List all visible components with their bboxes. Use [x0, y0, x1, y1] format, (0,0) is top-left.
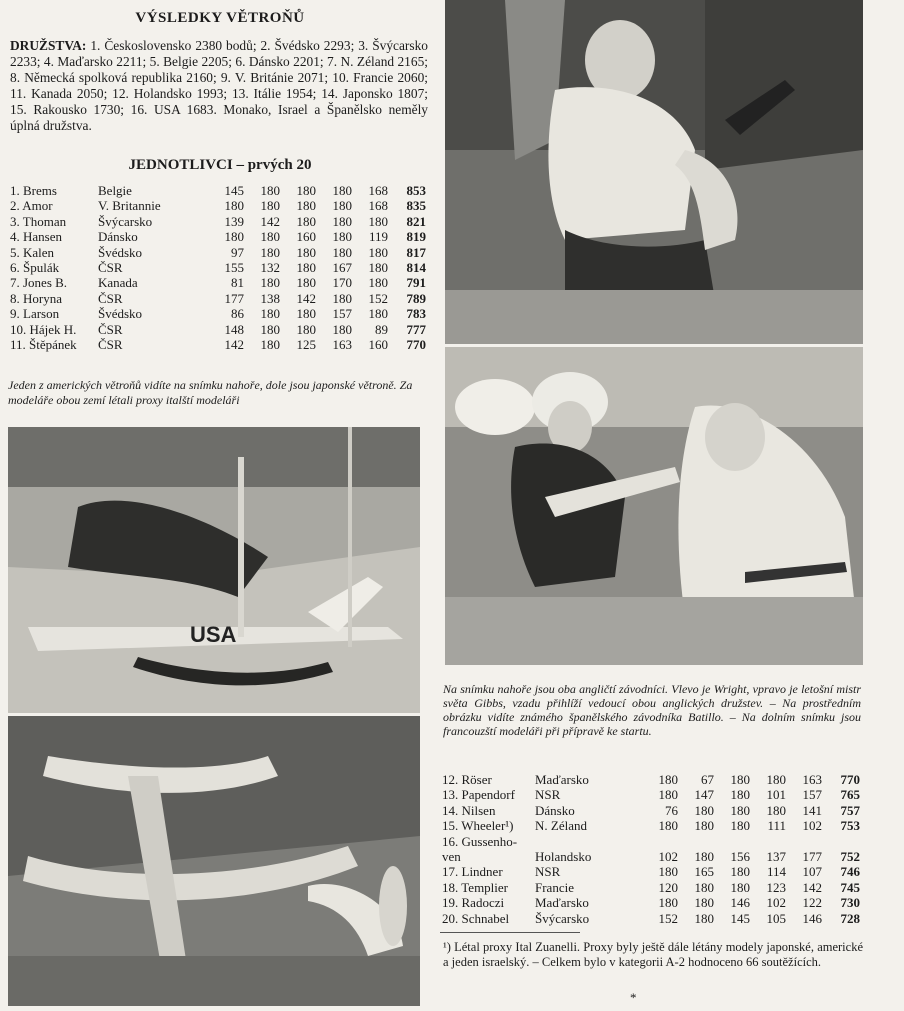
flight-5: 107 [802, 864, 822, 880]
total-score: 791 [406, 275, 426, 291]
flight-4: 157 [332, 306, 352, 322]
flight-5: 180 [368, 306, 388, 322]
total-score: 819 [406, 229, 426, 245]
photo-caption-left: Jeden z amerických větroňů vidíte na snímku nahoře, dole jsou japonské větroně. Za modeláře obou zemí létali proxy italští modeláři [8, 378, 413, 407]
result-row [10, 260, 426, 275]
flight-1: 180 [224, 229, 244, 245]
flight-2 [678, 834, 714, 849]
total-score: 753 [840, 818, 860, 834]
result-row [442, 803, 860, 818]
flight-3: 180 [730, 787, 750, 803]
flight-1: 180 [658, 818, 678, 834]
competitor-country: NSR [535, 864, 561, 880]
competitor-name: 12. Röser [442, 772, 492, 787]
flight-4: 167 [332, 260, 352, 276]
photo-english-competitors-drawing [445, 0, 863, 344]
flight-1: 139 [224, 213, 244, 229]
competitor-name: 14. Nilsen [442, 802, 496, 818]
flight-2: 165 [694, 864, 714, 880]
competitor-country: Kanada [98, 275, 138, 291]
flight-2: 180 [260, 275, 280, 291]
total-score: 745 [840, 879, 860, 895]
total-score: 746 [840, 864, 860, 880]
flight-5: 142 [802, 879, 822, 895]
flight-3: 180 [296, 198, 316, 214]
flight-1: 148 [224, 321, 244, 337]
photo-usa-lettering: USA [190, 622, 237, 647]
result-row [10, 198, 426, 213]
flight-4: 180 [332, 321, 352, 337]
flight-5: 152 [368, 290, 388, 306]
results-table-bottom [442, 772, 860, 926]
total-score [822, 834, 860, 849]
competitor-name: 1. Brems [10, 183, 57, 198]
result-row [10, 275, 426, 290]
photo-japanese-gliders [8, 716, 420, 1006]
result-row [10, 183, 426, 198]
competitor-name: 11. Štěpánek [10, 337, 77, 353]
flight-2: 180 [694, 802, 714, 818]
flight-5: 180 [368, 213, 388, 229]
flight-3 [714, 834, 750, 849]
competitor-name: 8. Horyna [10, 290, 62, 306]
team-results-label: DRUŽSTVA: [10, 38, 87, 53]
flight-1: 76 [665, 802, 678, 818]
flight-2: 147 [694, 787, 714, 803]
competitor-country: N. Zéland [535, 818, 587, 834]
flight-2: 180 [260, 244, 280, 260]
flight-2: 138 [260, 290, 280, 306]
flight-5: 89 [375, 321, 388, 337]
flight-2: 180 [260, 183, 280, 198]
flight-4: 180 [766, 772, 786, 787]
total-score: 752 [840, 849, 860, 865]
flight-5 [786, 834, 822, 849]
competitor-country [535, 834, 642, 849]
total-score: 821 [406, 213, 426, 229]
flight-3: 156 [730, 849, 750, 865]
competitor-country: ČSR [98, 290, 123, 306]
competitor-name: 18. Templier [442, 879, 509, 895]
flight-5: 160 [368, 337, 388, 353]
competitor-name: 5. Kalen [10, 244, 55, 260]
flight-1: 81 [231, 275, 244, 291]
flight-3: 146 [730, 895, 750, 911]
flight-4: 101 [766, 787, 786, 803]
flight-4: 180 [332, 244, 352, 260]
photo-caption-right: Na snímku nahoře jsou oba angličtí závodníci. Vlevo je Wright, vpravo je letošní mistr světa Gibbs, vzadu přihlíží vedoucí obou anglických družstev. – Na prostředním obrázku vidíte známého španělského závodníka Batillo. – Na dolním snímku jsou francouzští modeláři při přípravě ke startu. [443, 682, 861, 738]
flight-2: 180 [260, 198, 280, 214]
flight-5: 157 [802, 787, 822, 803]
flight-2: 180 [260, 306, 280, 322]
footnote: ¹) Létal proxy Ital Zuanelli. Proxy byly ještě dále létány modely japonské, americké a jeden israelský. – Celkem bylo v kategorii A-2 hodnoceno 66 soutěžících. [443, 940, 863, 969]
flight-3: 142 [296, 290, 316, 306]
result-row [442, 880, 860, 895]
flight-1: 145 [224, 183, 244, 198]
competitor-name: 19. Radoczi [442, 895, 505, 911]
total-score: 783 [406, 306, 426, 322]
total-score: 817 [406, 244, 426, 260]
page-title: VÝSLEDKY VĚTROŇŮ [135, 10, 305, 26]
flight-5: 141 [802, 802, 822, 818]
flight-4: 180 [332, 198, 352, 214]
result-row [10, 306, 426, 321]
total-score: 853 [406, 183, 426, 198]
total-score: 777 [406, 321, 426, 337]
result-row [10, 337, 426, 352]
flight-3: 180 [296, 275, 316, 291]
flight-5: 177 [802, 849, 822, 865]
flight-5: 180 [368, 244, 388, 260]
flight-3: 145 [730, 910, 750, 926]
result-row [442, 911, 860, 926]
flight-1: 97 [231, 244, 244, 260]
flight-1: 142 [224, 337, 244, 353]
photo-japanese-gliders-drawing [8, 716, 420, 1006]
flight-1: 152 [658, 910, 678, 926]
result-row [442, 834, 860, 849]
total-score: 770 [840, 772, 860, 787]
flight-3: 180 [296, 183, 316, 198]
competitor-name: 10. Hájek H. [10, 321, 77, 337]
competitor-name: 15. Wheeler¹) [442, 818, 514, 834]
flight-4: 163 [332, 337, 352, 353]
flight-3: 180 [296, 244, 316, 260]
total-score: 728 [840, 910, 860, 926]
photo-spanish-competitor-drawing [445, 347, 863, 665]
flight-4: 170 [332, 275, 352, 291]
flight-1: 180 [658, 787, 678, 803]
flight-1: 180 [224, 198, 244, 214]
result-row [442, 895, 860, 910]
flight-2: 132 [260, 260, 280, 276]
flight-5: 168 [368, 183, 388, 198]
flight-5: 163 [802, 772, 822, 787]
competitor-country: ČSR [98, 260, 123, 276]
flight-3: 180 [296, 321, 316, 337]
flight-3: 180 [730, 879, 750, 895]
flight-1: 86 [231, 306, 244, 322]
flight-4: 123 [766, 879, 786, 895]
result-row [442, 849, 860, 864]
flight-2: 180 [260, 337, 280, 353]
photo-spanish-competitor [445, 347, 863, 665]
flight-2: 142 [260, 213, 280, 229]
flight-3: 180 [730, 818, 750, 834]
flight-4: 180 [766, 802, 786, 818]
flight-3: 180 [730, 772, 750, 787]
competitor-country: Švédsko [98, 244, 143, 260]
total-score: 770 [406, 337, 426, 353]
result-row [442, 787, 860, 802]
competitor-name: 6. Špulák [10, 260, 60, 276]
competitor-country: Holandsko [535, 849, 592, 865]
flight-4: 180 [332, 183, 352, 198]
result-row [10, 291, 426, 306]
flight-4: 137 [766, 849, 786, 865]
competitor-name: 9. Larson [10, 306, 60, 322]
competitor-name: 2. Amor [10, 198, 53, 214]
total-score: 789 [406, 290, 426, 306]
competitor-name: 16. Gussenho- [442, 833, 518, 849]
flight-2: 67 [701, 772, 714, 787]
competitor-country: Švédsko [98, 306, 143, 322]
competitor-country: Maďarsko [535, 895, 589, 911]
flight-4: 105 [766, 910, 786, 926]
competitor-name: 4. Hansen [10, 229, 62, 245]
flight-1: 120 [658, 879, 678, 895]
competitor-name: 20. Schnabel [442, 910, 510, 926]
competitor-country: Maďarsko [535, 772, 589, 787]
photo-usa-glider-drawing [8, 427, 420, 713]
flight-1: 155 [224, 260, 244, 276]
flight-4: 180 [332, 290, 352, 306]
competitor-country: NSR [535, 787, 561, 803]
flight-3: 180 [296, 260, 316, 276]
flight-2: 180 [260, 229, 280, 245]
end-mark: * [630, 990, 637, 1005]
result-row [10, 229, 426, 244]
result-row [442, 818, 860, 833]
results-table-top [10, 183, 426, 352]
total-score: 835 [406, 198, 426, 214]
flight-1: 180 [658, 772, 678, 787]
flight-3: 180 [296, 213, 316, 229]
competitor-name: 17. Lindner [442, 864, 503, 880]
team-results-paragraph [10, 38, 428, 134]
competitor-country: Švýcarsko [98, 213, 153, 229]
result-row [10, 214, 426, 229]
total-score: 814 [406, 260, 426, 276]
competitor-country: V. Britannie [98, 198, 161, 214]
flight-3: 125 [296, 337, 316, 353]
photo-usa-glider [8, 427, 420, 713]
flight-5: 146 [802, 910, 822, 926]
flight-5: 102 [802, 818, 822, 834]
flight-4: 111 [767, 818, 786, 834]
flight-2: 180 [694, 895, 714, 911]
competitor-country: Švýcarsko [535, 910, 590, 926]
flight-5: 180 [368, 260, 388, 276]
flight-1: 180 [658, 895, 678, 911]
flight-1: 180 [658, 864, 678, 880]
flight-5: 122 [802, 895, 822, 911]
competitor-name: 7. Jones B. [10, 275, 68, 291]
flight-1: 177 [224, 290, 244, 306]
flight-5: 168 [368, 198, 388, 214]
competitor-country: Dánsko [535, 802, 575, 818]
result-row [442, 864, 860, 879]
flight-4 [750, 834, 786, 849]
flight-3: 180 [730, 802, 750, 818]
result-row [10, 245, 426, 260]
footnote-divider [440, 932, 580, 933]
competitor-country: Belgie [98, 183, 132, 198]
team-results-text: 1. Československo 2380 bodů; 2. Švédsko 2293; 3. Švýcarsko 2233; 4. Maďarsko 2211; 5. Belgie 2205; 6. Dánsko 2201; 7. N. Zéland 2165; 8. Německá spolková republika 2160; 9. V. Británie 2071; 10. Francie 2060; 11. Kanada 2050; 12. Holandsko 1993; 13. Itálie 1954; 14. Japonsko 1807; 15. Rakousko 1730; 16. USA 1683. Monako, Israel a Španělsko neměly úplná družstva. [10, 38, 428, 133]
competitor-name: 13. Papendorf [442, 787, 515, 803]
competitor-country: ČSR [98, 321, 123, 337]
total-score: 730 [840, 895, 860, 911]
flight-2: 180 [694, 818, 714, 834]
flight-1: 102 [658, 849, 678, 865]
flight-3: 160 [296, 229, 316, 245]
flight-3: 180 [730, 864, 750, 880]
flight-5: 180 [368, 275, 388, 291]
competitor-country: Francie [535, 879, 574, 895]
flight-5: 119 [368, 229, 388, 245]
flight-1 [642, 834, 678, 849]
flight-2: 180 [260, 321, 280, 337]
result-row [442, 772, 860, 787]
total-score: 757 [840, 802, 860, 818]
flight-2: 180 [694, 849, 714, 865]
flight-2: 180 [694, 910, 714, 926]
flight-3: 180 [296, 306, 316, 322]
flight-4: 102 [766, 895, 786, 911]
competitor-country: ČSR [98, 337, 123, 353]
total-score: 765 [840, 787, 860, 803]
flight-4: 180 [332, 213, 352, 229]
flight-2: 180 [694, 879, 714, 895]
photo-english-competitors [445, 0, 863, 344]
competitor-name: ven [442, 849, 461, 865]
result-row [10, 322, 426, 337]
flight-4: 180 [332, 229, 352, 245]
competitor-country: Dánsko [98, 229, 138, 245]
individuals-heading: JEDNOTLIVCI – prvých 20 [128, 157, 312, 173]
competitor-name: 3. Thoman [10, 213, 67, 229]
flight-4: 114 [766, 864, 786, 880]
